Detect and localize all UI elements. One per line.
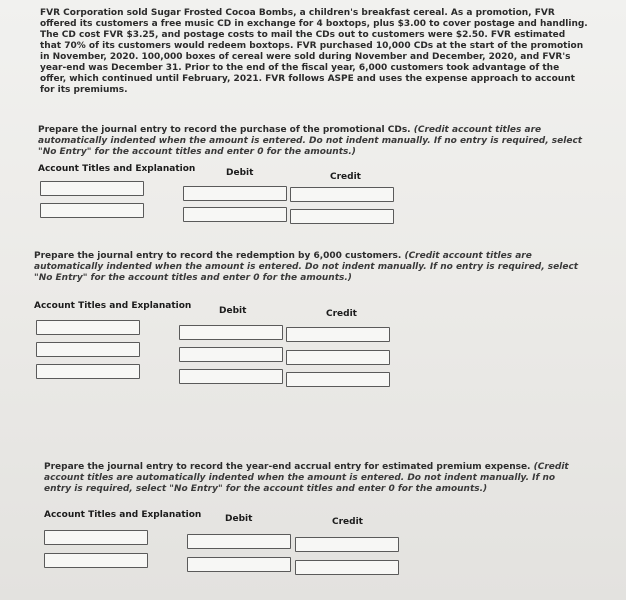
credit-input-row-1[interactable]: [295, 537, 399, 552]
prompt-instruction: (Credit account titles are automatically indented when the amount is entered. Do not indent manually. If no entry is required, select "No Entry" for the account titles and enter 0 for the amounts.): [34, 251, 579, 283]
account-input-row-1[interactable]: [36, 320, 140, 335]
header-credit: Credit: [330, 172, 361, 182]
header-debit: Debit: [225, 514, 253, 524]
credit-input-row-3[interactable]: [286, 372, 390, 387]
header-account-titles: Account Titles and Explanation: [44, 510, 202, 520]
account-input-row-1[interactable]: [40, 181, 144, 196]
credit-input-row-2[interactable]: [290, 209, 394, 224]
debit-input-row-1[interactable]: [179, 325, 283, 340]
debit-input-row-2[interactable]: [187, 557, 291, 572]
section-prompt: [38, 125, 583, 158]
credit-input-row-1[interactable]: [290, 187, 394, 202]
header-credit: Credit: [332, 517, 363, 527]
credit-input-row-2[interactable]: [286, 350, 390, 365]
debit-input-row-2[interactable]: [179, 347, 283, 362]
debit-input-row-2[interactable]: [183, 207, 287, 222]
section-prompt: [34, 251, 579, 284]
account-input-row-2[interactable]: [36, 342, 140, 357]
prompt-text: Prepare the journal entry to record the purchase of the promotional CDs.: [38, 125, 411, 135]
debit-input-row-1[interactable]: [187, 534, 291, 549]
account-input-row-2[interactable]: [40, 203, 144, 218]
prompt-text: Prepare the journal entry to record the redemption by 6,000 customers.: [34, 251, 402, 261]
prompt-instruction: (Credit account titles are automatically indented when the amount is entered. Do not indent manually. If no entry is required, select "No Entry" for the account titles and enter 0 for the amounts.): [38, 125, 583, 157]
header-debit: Debit: [219, 306, 247, 316]
prompt-text: Prepare the journal entry to record the year-end accrual entry for estimated premium expense.: [44, 462, 531, 472]
debit-input-row-1[interactable]: [183, 186, 287, 201]
header-account-titles: Account Titles and Explanation: [34, 301, 192, 311]
account-input-row-3[interactable]: [36, 364, 140, 379]
section-purchase: [38, 125, 598, 225]
prompt-instruction: (Credit account titles are automatically indented when the amount is entered. Do not indent manually. If no entry is required, select "No Entry" for the account titles and enter 0 for the amounts.): [44, 462, 569, 494]
debit-input-row-3[interactable]: [179, 369, 283, 384]
section-prompt: [44, 462, 584, 495]
section-redemption: [34, 251, 604, 391]
section-accrual: [44, 462, 604, 587]
header-debit: Debit: [226, 168, 254, 178]
header-credit: Credit: [326, 309, 357, 319]
header-account-titles: Account Titles and Explanation: [38, 164, 196, 174]
account-input-row-1[interactable]: [44, 530, 148, 545]
credit-input-row-2[interactable]: [295, 560, 399, 575]
credit-input-row-1[interactable]: [286, 327, 390, 342]
problem-statement: FVR Corporation sold Sugar Frosted Cocoa Bombs, a children's breakfast cereal. As a promotion, FVR offered its customers a free music CD in exchange for 4 boxtops, plus $3.00 to cover postage and handling. The CD cost FVR $3.25, and postage costs to mail the CDs out to customers were $2.50. FVR estimated that 70% of its customers would redeem boxtops. FVR purchased 10,000 CDs at the start of the promotion in November, 2020. 100,000 boxes of cereal were sold during November and December, 2020, and FVR's year-end was December 31. Prior to the end of the fiscal year, 6,000 customers took advantage of the offer, which continued until February, 2021. FVR follows ASPE and uses the expense approach to account for its premiums.: [40, 8, 588, 95]
account-input-row-2[interactable]: [44, 553, 148, 568]
